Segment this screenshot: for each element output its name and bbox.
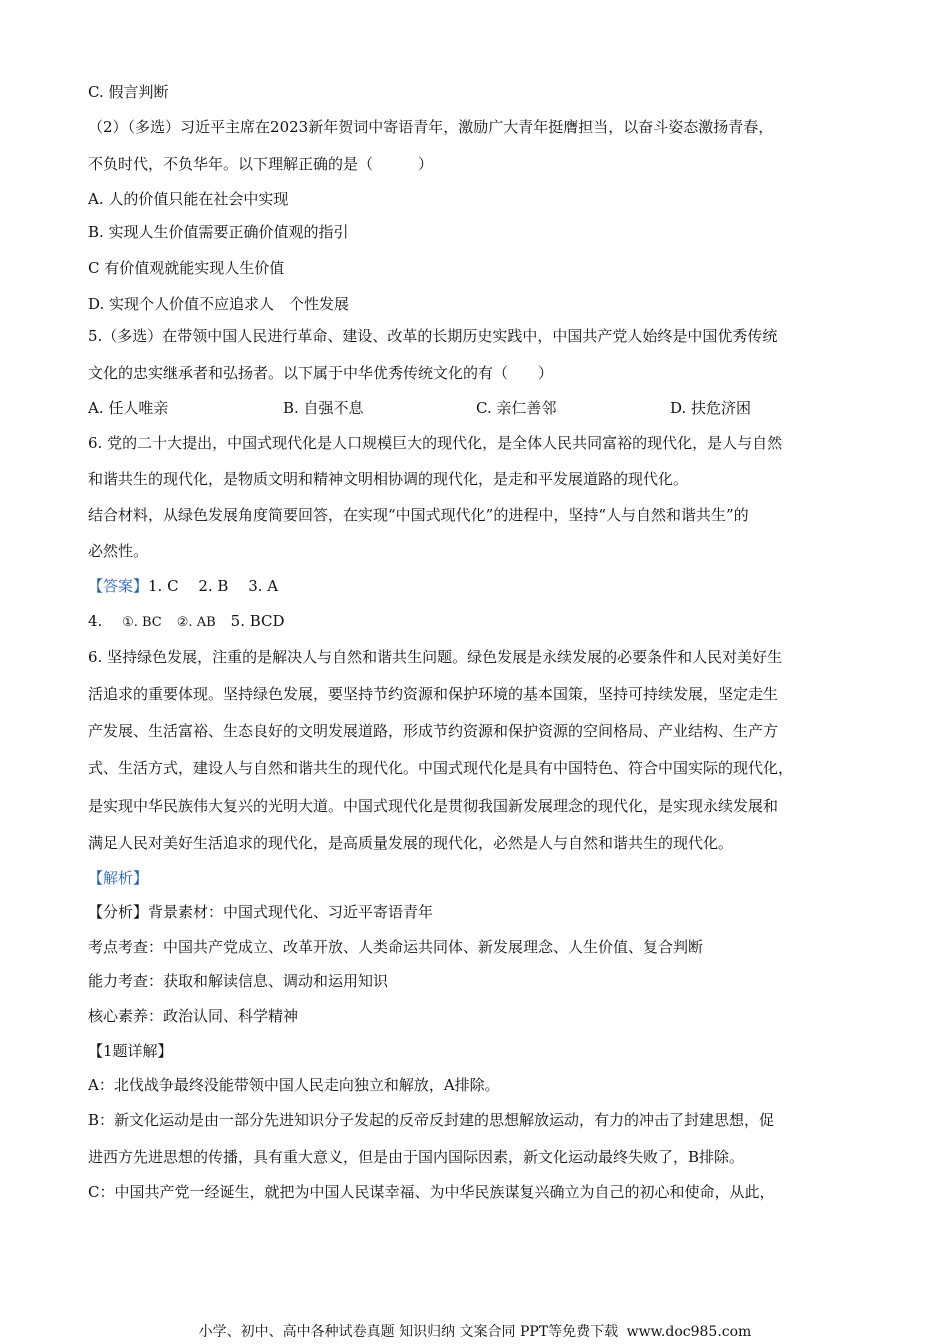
footer-text: 小学、初中、高中各种试卷真题 知识归纳 文案合同 PPT等免费下载 <box>198 1324 619 1340</box>
q4-sub2-option-c: C 有价值观就能实现人生价值 <box>88 259 285 277</box>
answer-q5: 5. BCD <box>230 612 285 630</box>
answer-q6-line: 满足人民对美好生活追求的现代化，是高质量发展的现代化，必然是人与自然和谐共生的现代化。 <box>88 834 734 852</box>
q5-option-d: D. 扶危济困 <box>670 399 752 417</box>
answer-q6-line: 是实现中华民族伟大复兴的光明大道。中国式现代化是贯彻我国新发展理念的现代化，是实现永续发展和 <box>88 797 779 815</box>
analysis-nengli: 能力考查：获取和解读信息、调动和运用知识 <box>88 972 389 990</box>
answer-values: 1. C 2. B 3. A <box>148 577 279 595</box>
q4-sub2-option-d: D. 实现个人价值不应追求人 个性发展 <box>88 295 350 313</box>
q4-sub2-option-a: A. 人的价值只能在社会中实现 <box>88 190 289 208</box>
q4-sub2-stem: 不负时代，不负华年。以下理解正确的是（ ） <box>88 155 434 173</box>
answer-q4-sub1: ①. BC <box>122 615 162 630</box>
q5-option-b: B. 自强不息 <box>283 399 364 417</box>
answer-q6-line: 产发展、生活富裕、生态良好的文明发展道路，形成节约资源和保护资源的空间格局、产业结构、生产方 <box>88 722 779 740</box>
answer-q6-line: 式、生活方式，建设人与自然和谐共生的现代化。中国式现代化是具有中国特色、符合中国实际的现代化， <box>88 759 794 777</box>
answer-label: 【答案】 <box>88 577 149 595</box>
q5-stem: 5.（多选）在带领中国人民进行革命、建设、改革的长期历史实践中，中国共产党人始终是中国优秀传统 <box>88 327 778 345</box>
analysis-c: C：中国共产党一经诞生，就把为中国人民谋幸福、为中华民族谋复兴确立为自己的初心和使命，从此， <box>88 1183 775 1201</box>
answer-q4-sub2: ②. AB <box>176 615 216 630</box>
q4-option-c-prev: C. 假言判断 <box>88 83 169 101</box>
q6-ask: 结合材料，从绿色发展角度简要回答，在实现“中国式现代化”的进程中，坚持“人与自然和谐共生”的 <box>88 506 749 524</box>
q4-sub2-option-b: B. 实现人生价值需要正确价值观的指引 <box>88 223 349 241</box>
q4-sub2-stem: （2）（多选）习近平主席在2023新年贺词中寄语青年，激励广大青年挺膺担当，以奋斗姿态激扬青春， <box>88 118 774 136</box>
analysis-detail-head: 【1题详解】 <box>88 1042 173 1060</box>
analysis-b: B：新文化运动是由一部分先进知识分子发起的反帝反封建的思想解放运动，有力的冲击了封建思想，促 <box>88 1111 775 1129</box>
q5-option-a: A. 任人唯亲 <box>88 399 169 417</box>
answer-q6-line: 6. 坚持绿色发展，注重的是解决人与自然和谐共生问题。绿色发展是永续发展的必要条件和人民对美好生 <box>88 648 783 666</box>
analysis-label: 【解析】 <box>88 869 149 887</box>
q5-option-c: C. 亲仁善邻 <box>476 399 557 417</box>
analysis-kaodian: 考点考查：中国共产党成立、改革开放、人类命运共同体、新发展理念、人生价值、复合判断 <box>88 938 704 956</box>
analysis-b: 进西方先进思想的传播，具有重大意义，但是由于国内国际因素，新文化运动最终失败了，B排除。 <box>88 1148 745 1166</box>
answer-line-2 <box>88 610 890 634</box>
footer-url[interactable]: www.doc985.com <box>626 1324 752 1340</box>
answer-q4-prefix: 4. <box>88 612 118 630</box>
q5-stem: 文化的忠实继承者和弘扬者。以下属于中华优秀传统文化的有（ ） <box>88 364 554 382</box>
analysis-suyang: 核心素养：政治认同、科学精神 <box>88 1007 299 1025</box>
answer-q6-line: 活追求的重要体现。坚持绿色发展，要坚持节约资源和保护环境的基本国策，坚持可持续发展，坚定走生 <box>88 685 779 703</box>
q6-ask: 必然性。 <box>88 542 149 560</box>
q6-stem: 6. 党的二十大提出，中国式现代化是人口规模巨大的现代化，是全体人民共同富裕的现代化，是人与自然 <box>88 434 783 452</box>
analysis-a: A：北伐战争最终没能带领中国人民走向独立和解放，A排除。 <box>88 1076 500 1094</box>
q6-stem: 和谐共生的现代化，是物质文明和精神文明相协调的现代化，是走和平发展道路的现代化。 <box>88 470 689 488</box>
answer-line-1 <box>88 575 890 597</box>
footer <box>0 1322 950 1342</box>
analysis-fenxi: 【分析】背景素材：中国式现代化、习近平寄语青年 <box>88 903 434 921</box>
